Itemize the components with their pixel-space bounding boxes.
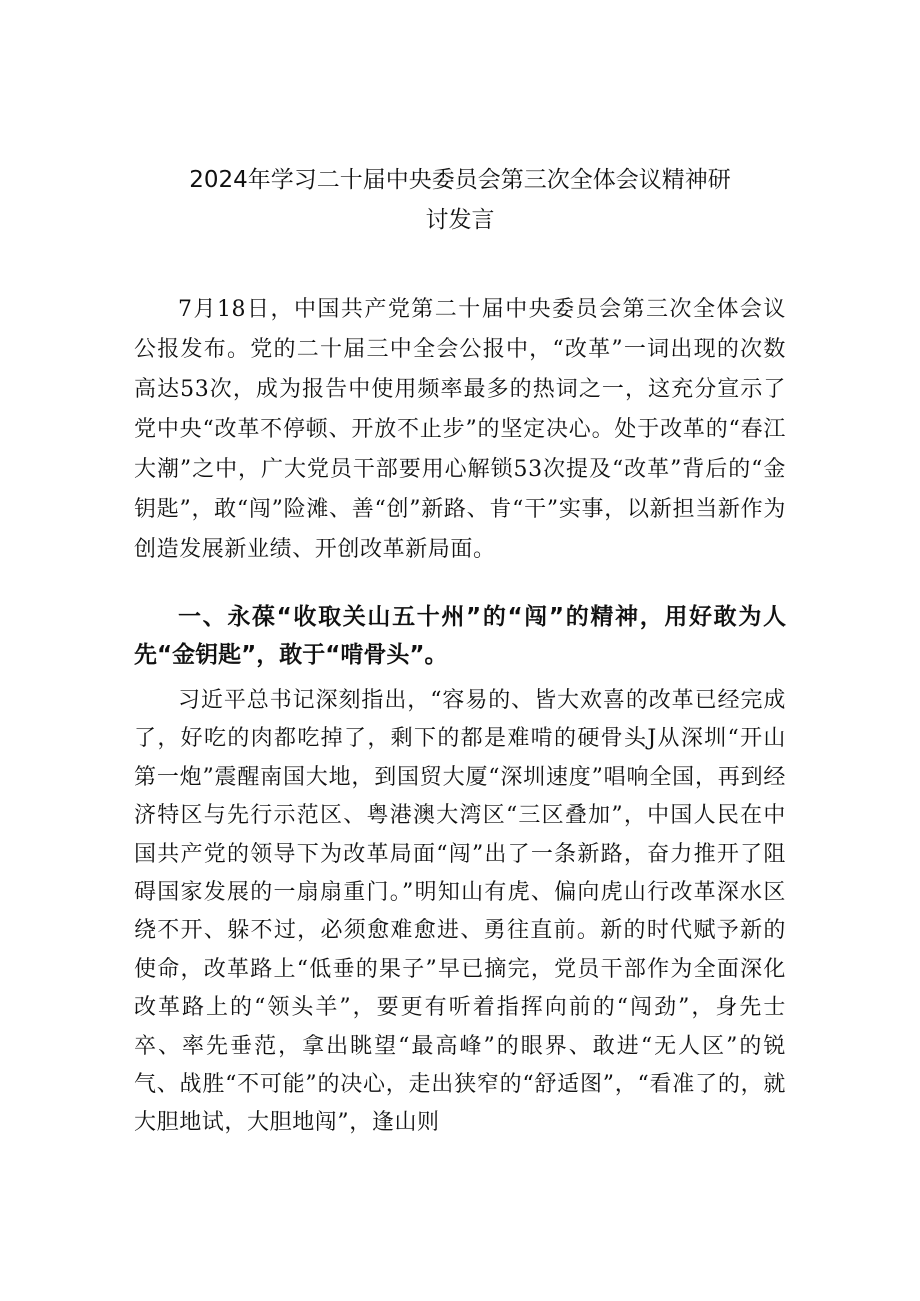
body-paragraph-2: 习近平总书记深刻指出，“容易的、皆大欢喜的改革已经完成了，好吃的肉都吃掉了，剩下的都是难啃的硬骨头J从深圳“开山第一炮”震醒南国大地，到国贸大厦“深圳速度”唱响全国，再到经济特区与先行示范区、粤港澳大湾区“三区叠加”，中国人民在中国共产党的领导下为改革局面“闯”出了一条新路，奋力推开了阻碍国家发展的一扇扇重门。”明知山有虎、偏向虎山行改革深水区绕不开、躲不过，必须愈难愈进、勇往直前。新的时代赋予新的使命，改革路上“低垂的果子”早已摘完，党员干部作为全面深化改革路上的“领头羊”，要更有听着指挥向前的“闯劲”，身先士卒、率先垂范，拿出眺望“最高峰”的眼界、敢进“无人区”的锐气、战胜“不可能”的决心，走出狭窄的“舒适图”，“看准了的，就大胆地试，大胆地闯”，逢山则 (134, 688, 786, 1136)
section-heading-1: 一、永葆“收取关山五十州”的“闯”的精神，用好敢为人先“金钥匙”，敢于“啃骨头”。 (134, 604, 786, 668)
body-paragraph-1: 7月18日，中国共产党第二十届中央委员会第三次全体会议公报发布。党的二十届三中全会公报中，“改革”一词出现的次数高达53次，成为报告中使用频率最多的热词之一，这充分宣示了党中央“改革不停顿、开放不止步”的坚定决心。处于改革的“春江大潮”之中，广大党员干部要用心解锁53次提及“改革”背后的“金钥匙”，敢“闯”险滩、善“创”新路、肯“干”实事，以新担当新作为创造发展新业绩、开创改革新局面。 (134, 297, 786, 562)
document-title-line-1: 2024年学习二十届中央委员会第三次全体会议精神研 (189, 167, 731, 193)
document-title-line-2: 讨发言 (425, 207, 495, 233)
